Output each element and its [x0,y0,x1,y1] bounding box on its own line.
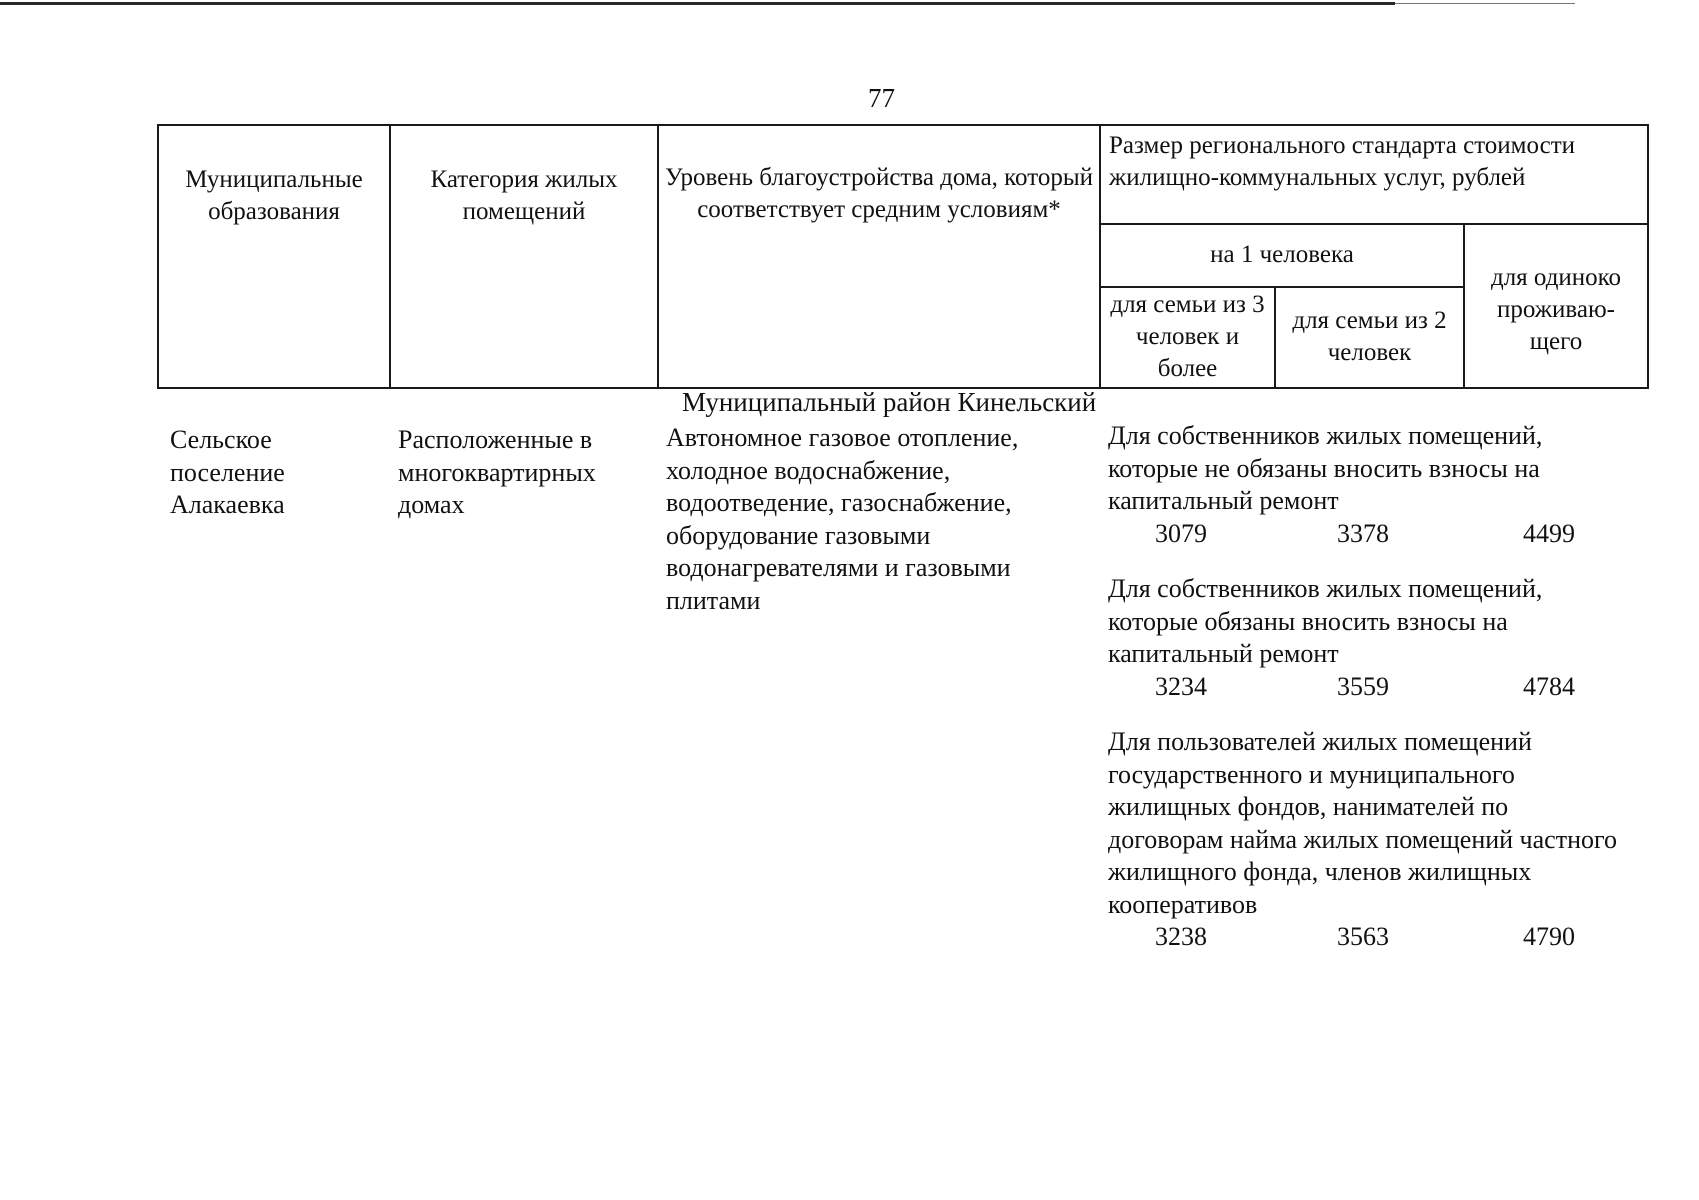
header-family-2: для семьи из 2 человек [1275,287,1464,388]
value-family-2: 3378 [1337,518,1389,548]
header-family-3-plus: для семьи из 3 человек и более [1100,287,1275,388]
header-single-resident: для одиноко проживаю-щего [1464,224,1648,388]
payer-group-values [1108,671,1628,705]
page-number: 77 [868,83,895,113]
value-single-resident: 4784 [1523,671,1575,701]
payer-group-label: Для собственников жилых помещений, которые не обязаны вносить взносы на капитальный ремонт [1108,421,1543,515]
payer-group-3 [1108,726,1628,955]
value-family-2: 3563 [1337,922,1389,951]
category-cell: Расположенные в многоквартирных домах [398,425,596,519]
top-rule [0,2,1395,5]
value-family-3-plus: 3238 [1155,922,1207,951]
payer-group-2 [1108,573,1628,705]
value-single-resident: 4790 [1523,922,1575,951]
amenity-cell: Автономное газовое отопление, холодное водоснабжение, водоотведение, газоснабжение, оборудование газовыми водонагревателями и газовыми плитами [666,423,1019,615]
payer-group-label: Для пользователей жилых помещений государственного и муниципального жилищных фондов, нанимателей по договорам найма жилых помещений частного жилищного фонда, членов жилищных кооперативов [1108,727,1618,919]
header-category: Категория жилых помещений [390,125,658,388]
value-family-2: 3559 [1337,671,1389,701]
payer-group-values [1108,518,1628,552]
header-amenity-level: Уровень благоустройства дома, который соответствует средним условиям* [658,125,1100,388]
value-single-resident: 4499 [1523,518,1575,548]
payer-group-values [1108,921,1628,955]
value-family-3-plus: 3234 [1155,671,1207,701]
header-standard-size: Размер регионального стандарта стоимости жилищно-коммунальных услуг, рублей [1100,125,1648,224]
district-title: Муниципальный район Кинельский [682,387,1097,417]
header-per-person: на 1 человека [1100,224,1464,287]
municipality-cell: Сельское поселение Алакаевка [170,425,285,519]
value-family-3-plus: 3079 [1155,518,1207,548]
header-municipalities: Муниципальные образования [158,125,390,388]
payer-group-label: Для собственников жилых помещений, которые обязаны вносить взносы на капитальный ремонт [1108,574,1543,668]
header-table [157,124,1649,389]
payer-group-1 [1108,420,1628,552]
top-rule-thin [1395,3,1575,4]
